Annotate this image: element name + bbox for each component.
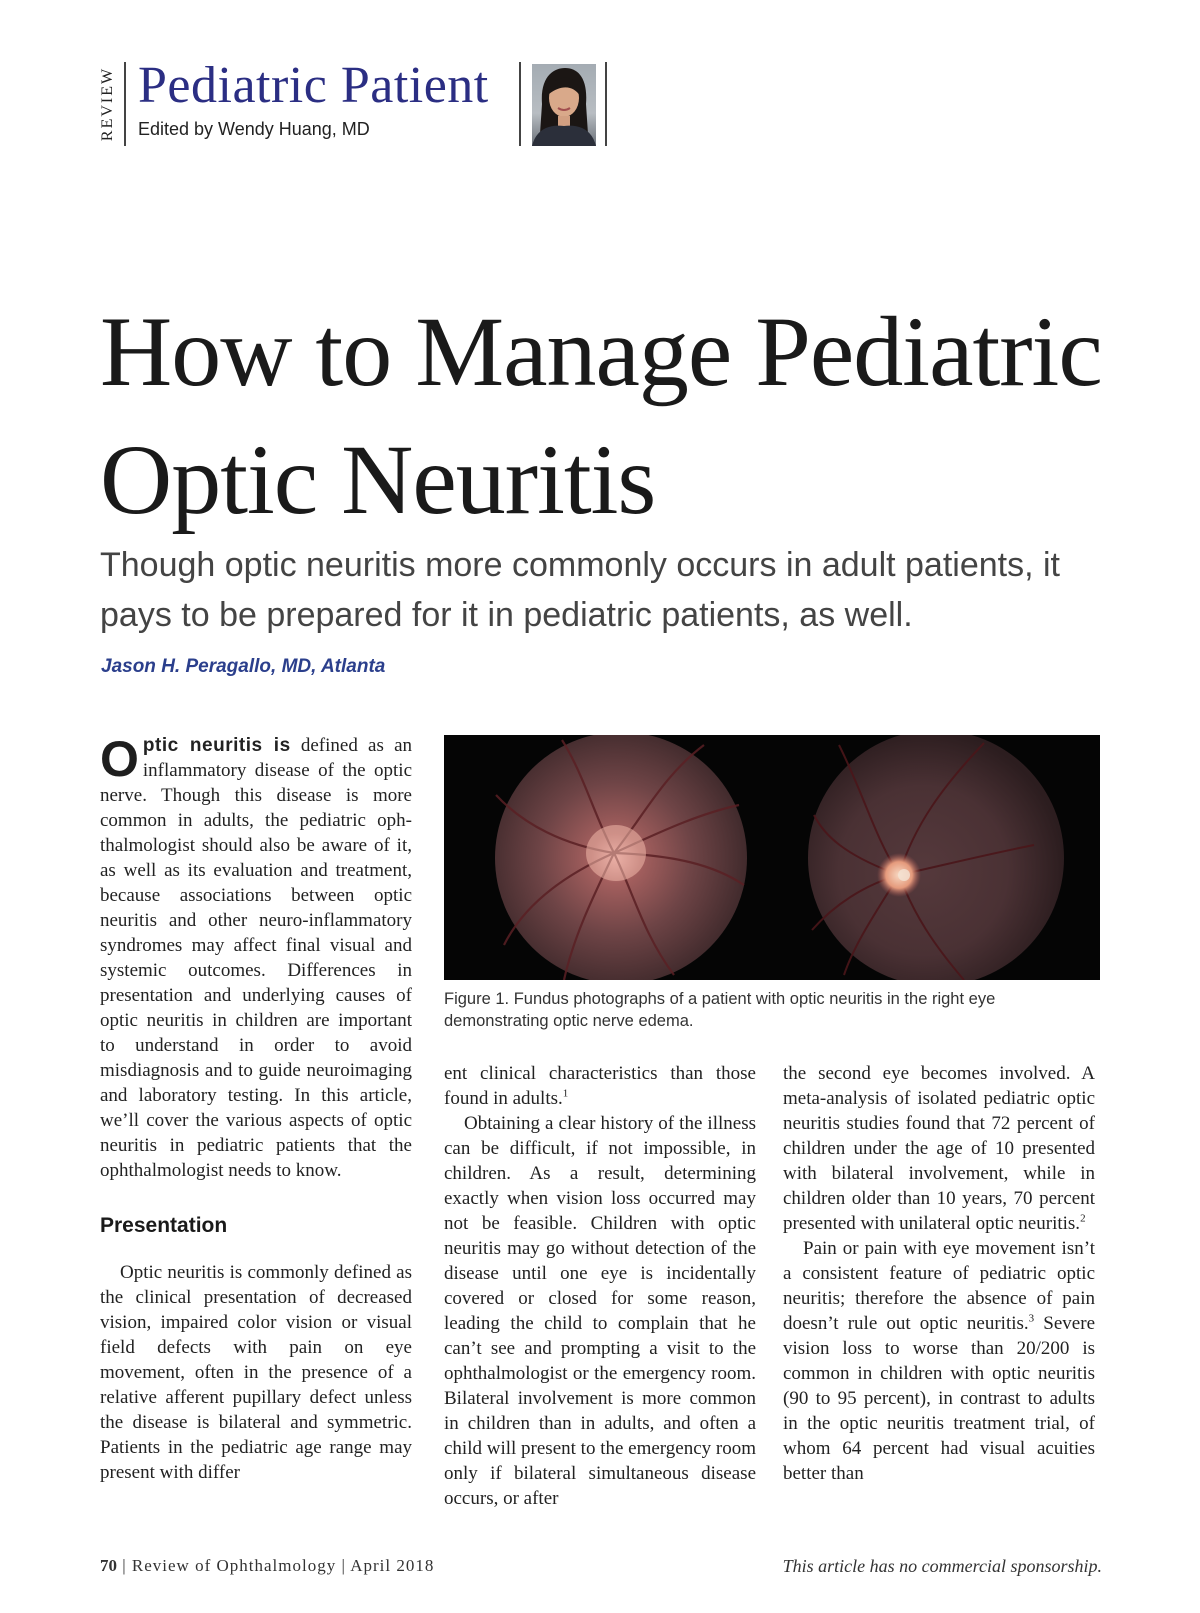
section-tag-text: REVIEW xyxy=(99,66,116,142)
text-column-3 xyxy=(783,1061,1095,1486)
editor-portrait-image xyxy=(532,64,596,146)
footer-separator: | xyxy=(341,1556,346,1575)
figure-caption: Figure 1. Fundus photographs of a patient with optic neuritis in the right eye demonstrating optic nerve edema. xyxy=(444,990,996,1030)
issue-date: April 2018 xyxy=(350,1556,435,1575)
intro-text: defined as an inflammatory disease of the optic nerve. Though this disease is more common in adults, the pediatric ophthalmologist should also be aware of it, as well as its evaluation and treatment, because associations between optic neuritis and other neuro-inflammatory syndromes may affect final visual and systemic outcomes. Differences in presentation and underlying causes of optic neuritis in children are important to understand in order to avoid misdiagnosis and to guide neuroimaging and laboratory testing. In this article, we’ll cover the various aspects of optic neuritis in pediatric patients that the ophthalmologist needs to know. xyxy=(100,735,413,1181)
reference-3: 3 xyxy=(1028,1312,1035,1325)
article-title-line2: Optic Neuritis xyxy=(100,424,656,535)
page-footer xyxy=(100,1556,434,1576)
text-column-2 xyxy=(444,1061,756,1511)
header-divider xyxy=(124,62,126,146)
subhead-presentation: Presentation xyxy=(100,1214,228,1237)
sponsorship-note: This article has no commercial sponsorship. xyxy=(782,1556,1102,1576)
col3-paragraph-2-text-a: Pain or pain with eye movement isn’t a consistent feature of pediatric optic neuritis; therefore the absence of pain doesn’t rule out optic neuritis. xyxy=(783,1238,1095,1334)
lead-in: ptic neuritis is xyxy=(142,735,291,756)
editor-portrait xyxy=(532,64,596,146)
col2-paragraph-1-text: ent clinical characteristics than those found in adults. xyxy=(444,1063,756,1109)
footer-separator: | xyxy=(122,1556,127,1575)
section-tag xyxy=(94,62,122,146)
article-deck: Though optic neuritis more commonly occurs in adult patients, it pays to be prepared for it in pediatric patients, as well. xyxy=(100,546,1061,634)
column-editor: Edited by Wendy Huang, MD xyxy=(138,119,370,139)
fundus-figure xyxy=(444,735,1100,980)
intro-paragraph xyxy=(100,733,412,1183)
col3-paragraph-1-text: the second eye becomes involved. A meta-analysis of isolated pediatric optic neuritis studies found that 72 percent of children under the age of 10 presented with bilateral involvement, while in children older than 10 years, 70 percent presented with unilateral optic neuritis. xyxy=(783,1063,1095,1234)
reference-1: 1 xyxy=(562,1087,569,1100)
header-divider-left xyxy=(519,62,521,146)
col2-paragraph-2: Obtaining a clear history of the illness can be difficult, if not impossible, in children. As a result, determining exactly when vision loss occurred may not be feasible. Children with optic neuritis may go without detection of the disease until one eye is incidentally covered or closed for some reason, leading the child to complain that he can’t see and prompting a visit to the ophthalmologist or the emergency room. Bilateral involvement is more common in children than in adults, and often a child will present to the emergency room only if bilateral simultaneous disease occurs, or after xyxy=(444,1113,757,1509)
presentation-paragraph: Optic neuritis is commonly defined as the clinical presentation of decreased vision, impaired color vision or visual field defects with pain on eye movement, often in the presence of a relative afferent pupillary defect unless the disease is bilateral and symmetric. Patients in the pediatric age range may present with differ xyxy=(100,1262,412,1483)
header-divider-right xyxy=(605,62,607,146)
fundus-photographs xyxy=(444,735,1100,980)
text-column-1 xyxy=(100,733,412,1485)
col3-paragraph-1 xyxy=(783,1061,1095,1236)
article-title xyxy=(100,288,1120,544)
col2-paragraph-1 xyxy=(444,1061,756,1111)
drop-cap: O xyxy=(100,731,139,787)
column-title: Pediatric Patient xyxy=(138,57,489,114)
page-number: 70 xyxy=(100,1556,117,1575)
article-byline: Jason H. Peragallo, MD, Atlanta xyxy=(101,656,386,677)
col3-paragraph-2 xyxy=(783,1236,1095,1486)
col3-paragraph-2-text-b: Severe vision loss to worse than 20/200 is common in children with optic neuritis (90 to 95 percent), in contrast to adults in the optic neuritis treatment trial, of whom 64 percent had visual acuities better than xyxy=(783,1313,1095,1484)
journal-name: Review of Ophthalmology xyxy=(131,1556,337,1575)
reference-2: 2 xyxy=(1080,1212,1086,1225)
article-title-line1: How to Manage Pediatric xyxy=(100,296,1102,407)
